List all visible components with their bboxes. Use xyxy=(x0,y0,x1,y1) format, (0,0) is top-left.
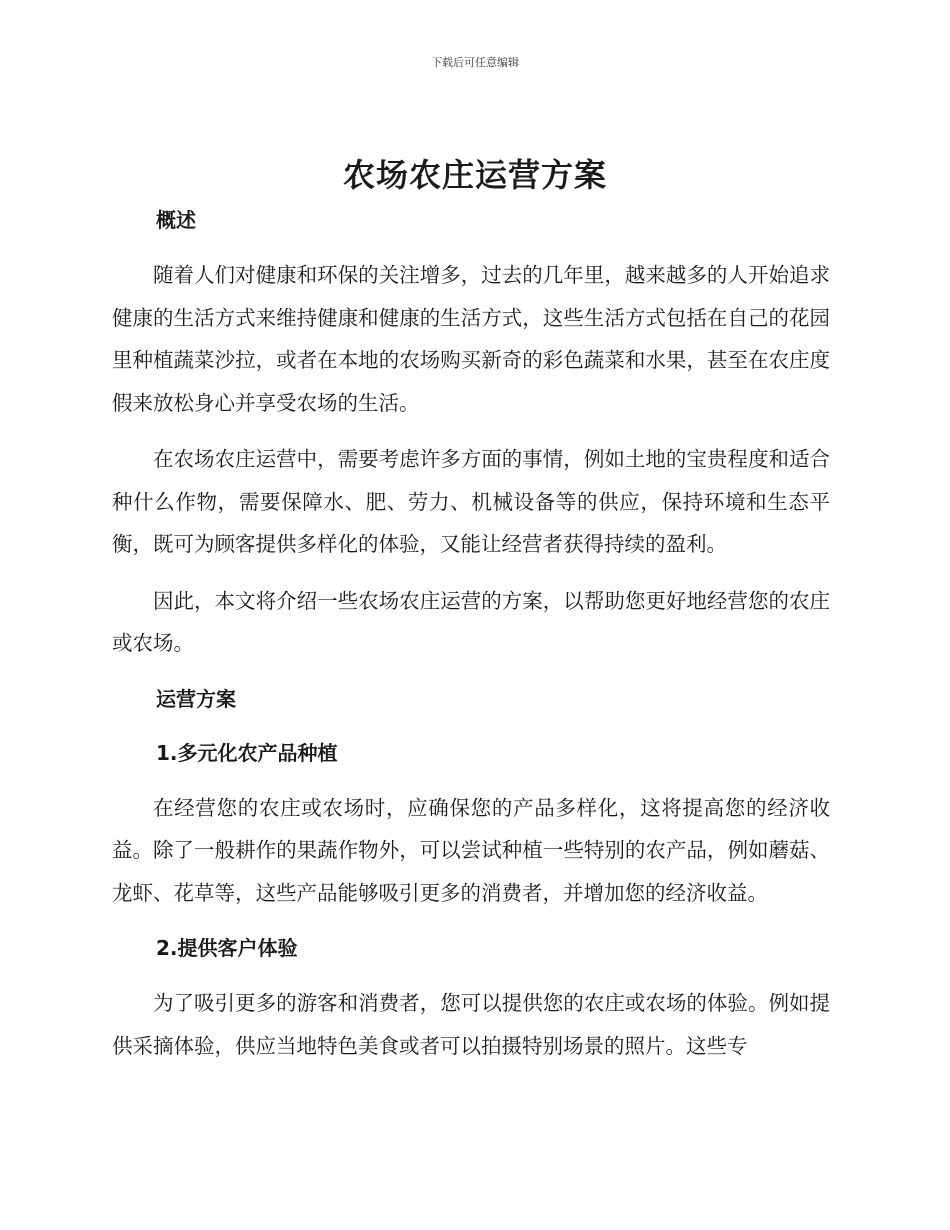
plan-2-heading: 2.提供客户体验 xyxy=(156,936,298,960)
document-body xyxy=(112,200,830,1081)
plan-1-heading: 1.多元化农产品种植 xyxy=(156,740,338,765)
overview-heading: 概述 xyxy=(156,208,196,232)
header-note: 下载后可任意编辑 xyxy=(431,56,519,69)
document-title: 农场农庄运营方案 xyxy=(342,156,607,194)
overview-paragraph-2: 在农场农庄运营中，需要考虑许多方面的事情，例如土地的宝贵程度和适合种什么作物，需要保障水、肥、劳力、机械设备等的供应，保持环境和生态平衡，既可为顾客提供多样化的体验，又能让经营者获得持续的盈利。 xyxy=(112,447,830,556)
plan-heading: 运营方案 xyxy=(156,686,236,711)
plan-1-paragraph: 在经营您的农庄或农场时，应确保您的产品多样化，这将提高您的经济收益。除了一般耕作的果蔬作物外，可以尝试种植一些特别的农产品，例如蘑菇、龙虾、花草等，这些产品能够吸引更多的消费者，并增加您的经济收益。 xyxy=(112,795,830,905)
plan-2-paragraph: 为了吸引更多的游客和消费者，您可以提供您的农庄或农场的体验。例如提供采摘体验，供应当地特色美食或者可以拍摄特别场景的照片。这些专 xyxy=(112,991,830,1058)
overview-paragraph-1: 随着人们对健康和环保的关注增多，过去的几年里，越来越多的人开始追求健康的生活方式来维持健康和健康的生活方式，这些生活方式包括在自己的花园里种植蔬菜沙拉，或者在本地的农场购买新奇的彩色蔬菜和水果，甚至在农庄度假来放松身心并享受农场的生活。 xyxy=(112,263,830,415)
overview-paragraph-3: 因此，本文将介绍一些农场农庄运营的方案，以帮助您更好地经营您的农庄或农场。 xyxy=(112,588,830,655)
